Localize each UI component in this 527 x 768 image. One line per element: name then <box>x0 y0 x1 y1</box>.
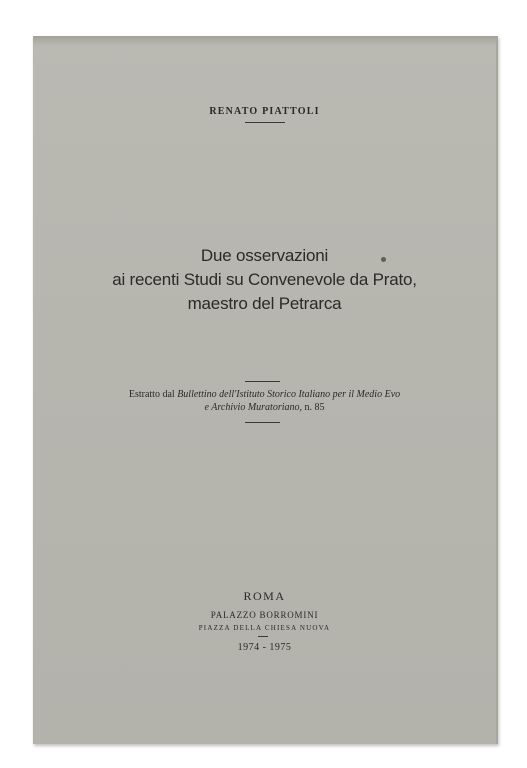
extract-line-1 <box>33 388 496 401</box>
title-line-1: Due osservazioni <box>200 246 329 265</box>
extract-journal-subtitle: e Archivio Muratoriano, <box>204 402 302 413</box>
extract-issue-number: n. 85 <box>302 402 325 413</box>
extract-top-rule <box>245 381 280 382</box>
extract-line-2 <box>33 401 496 414</box>
title-line-3: maestro del Petrarca <box>187 294 342 313</box>
booklet-cover <box>33 36 498 744</box>
imprint-city: ROMA <box>243 589 286 603</box>
cover-top-shadow <box>33 36 496 46</box>
extract-journal-title: Bullettino dell'Istituto Storico Italiano per il Medio Evo <box>177 389 401 400</box>
extract-prefix: Estratto dal <box>128 389 178 400</box>
extract-bottom-rule <box>245 422 280 423</box>
author-rule <box>245 122 285 123</box>
title-line-2: ai recenti Studi su Convenevole da Prato, <box>112 270 417 289</box>
paper-spot <box>381 257 386 262</box>
imprint-years: 1974 - 1975 <box>237 642 292 653</box>
imprint-address: PIAZZA DELLA CHIESA NUOVA <box>198 624 331 632</box>
extract-note <box>33 388 496 414</box>
document-title <box>33 244 496 316</box>
author-name: RENATO PIATTOLI <box>209 106 320 117</box>
imprint-publisher: PALAZZO BORROMINI <box>210 610 319 620</box>
imprint-rule <box>258 636 268 637</box>
